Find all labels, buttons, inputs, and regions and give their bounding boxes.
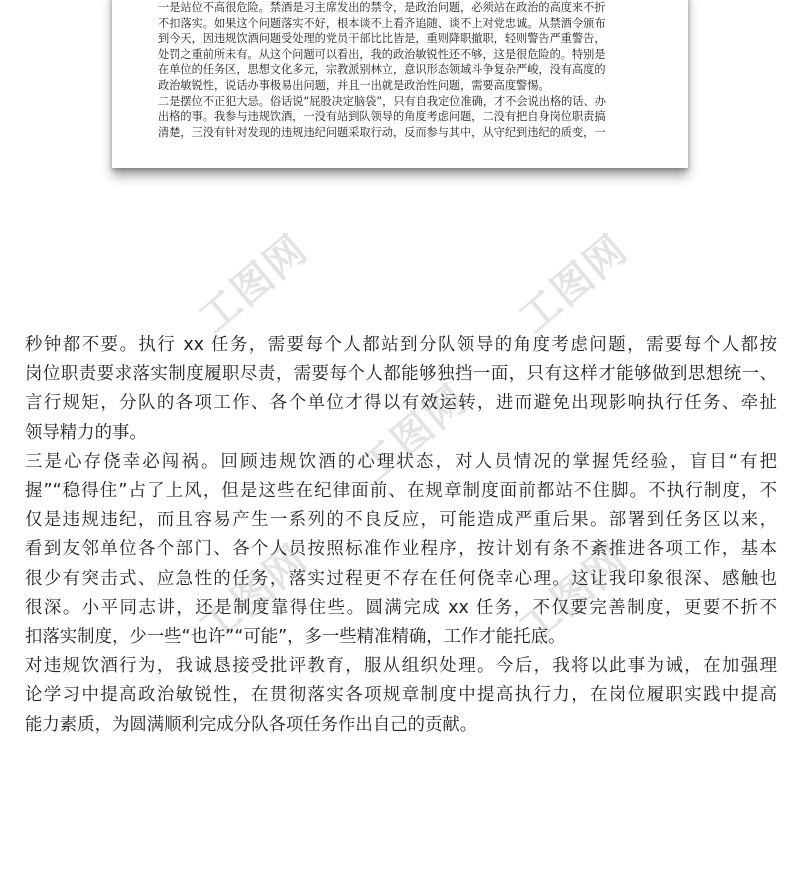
body-text-line: 论学习中提高政治敏锐性，在贯彻落实各项规章制度中提高执行力，在岗位履职实践中提高 [25, 685, 777, 706]
preview-text-line: 一是站位不高很危险。禁酒是习主席发出的禁令，是政治问题，必须站在政治的高度来不折 [158, 1, 606, 14]
body-text-line: 领导精力的事。 [25, 422, 147, 443]
preview-text-line: 出格的事。我参与违规饮酒，一没有站到队领导的角度考虑问题，二没有把自身岗位职责搞 [158, 110, 606, 124]
preview-text-line: 在单位的任务区，思想文化多元，宗教派别林立，意识形态领域斗争复杂严峻，没有高度的 [158, 63, 606, 77]
document-body [25, 331, 777, 740]
body-text-line: 三是心存侥幸必闯祸。回顾违规饮酒的心理状态，对人员情况的掌握凭经验，盲目“有把 [25, 451, 777, 472]
body-text-line: 很少有突击式、应急性的任务，落实过程更不存在任何侥幸心理。这让我印象很深、感触也 [25, 568, 777, 589]
body-text-line: 岗位职责要求落实制度履职尽责，需要每个人都能够独挡一面，只有这样才能够做到思想统一、 [25, 364, 777, 385]
body-text-line: 看到友邻单位各个部门、各个人员按照标准作业程序，按计划有条不紊推进各项工作，基本 [25, 539, 777, 560]
preview-text-line: 政治敏锐性，说话办事极易出问题，并且一出就是政治性问题，需要高度警惕。 [158, 78, 550, 92]
document-preview-text [158, 0, 650, 140]
body-text-line: 秒钟都不要。执行 xx 任务，需要每个人都站到分队领导的角度考虑问题，需要每个人都按 [25, 335, 777, 355]
body-text-line: 言行规矩，分队的各项工作、各个单位才得以有效运转，进而避免出现影响执行任务、牵扯 [25, 393, 777, 414]
body-text-line: 仅是违规违纪，而且容易产生一系列的不良反应，可能造成严重后果。部署到任务区以来， [25, 510, 777, 531]
body-text-line: 能力素质，为圆满顺利完成分队各项任务作出自己的贡献。 [25, 714, 478, 735]
watermark: 工图网 [510, 535, 637, 653]
body-text-line: 很深。小平同志讲，还是制度靠得住些。圆满完成 xx 任务，不仅要完善制度，更要不折不 [25, 597, 777, 618]
body-text-line: 握”“稳得住”占了上风，但是这些在纪律面前、在规章制度面前都站不住脚。不执行制度，不 [25, 481, 777, 502]
preview-text-line: 处罚之重前所未有。从这个问题可以看出，我的政治敏锐性还不够，这是很危险的。特别是 [158, 47, 606, 61]
preview-text-line: 二是摆位不正犯大忌。俗话说“屁股决定脑袋”，只有自我定位准确，才不会说出格的话、办 [158, 94, 606, 108]
preview-text-line: 清楚，三没有针对发现的违规违纪问题采取行动，反而参与其中，从守纪到违纪的质变，一 [158, 125, 606, 139]
watermark: 工图网 [190, 535, 317, 653]
preview-text-line: 不扣落实。如果这个问题落实不好，根本谈不上看齐追随、谈不上对党忠诚。从禁酒令颁布 [158, 16, 606, 30]
body-text-line: 扣落实制度，少一些“也许”“可能”，多一些精准精确，工作才能托底。 [25, 627, 566, 648]
watermark: 工图网 [190, 225, 317, 343]
document-preview-card [112, 0, 688, 168]
watermark: 工图网 [350, 375, 477, 493]
watermark: 工图网 [510, 225, 637, 343]
body-text-line: 对违规饮酒行为，我诚恳接受批评教育，服从组织处理。今后，我将以此事为诫，在加强理 [25, 656, 777, 677]
preview-text-line: 到今天，因违规饮酒问题受处理的党员干部比比皆是，重则降职撤职，轻则警告严重警告， [158, 32, 606, 46]
